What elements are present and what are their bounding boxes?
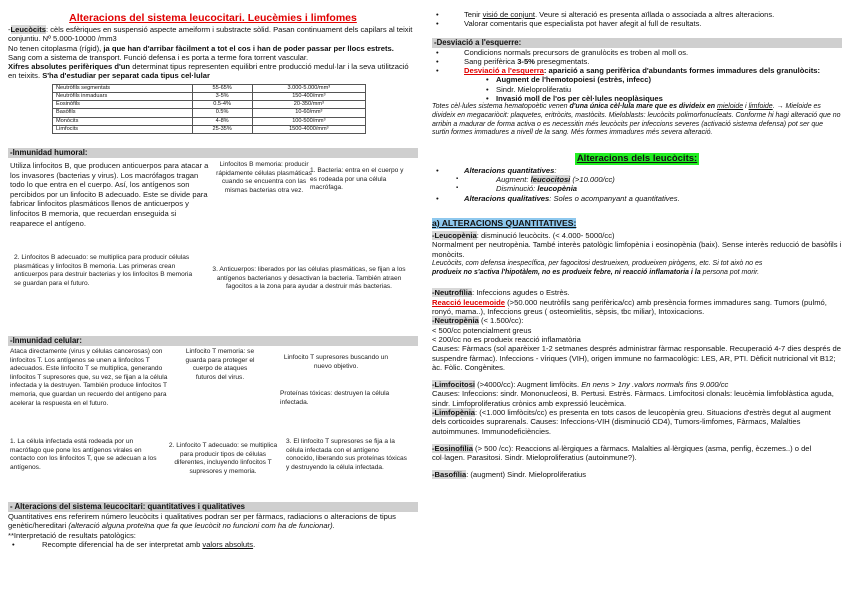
table-cell: 100-500/mm³ (252, 117, 365, 125)
table-cell: Neutròfils segmentats (53, 84, 193, 92)
cellular-step1: 1. La célula infectada está rodeada por un macrófago que pone los antígenos virales en contacto con los linfocitos T, que se adecuan a los antígenos. (10, 438, 157, 471)
left-shift-list (432, 48, 842, 104)
left-column (8, 0, 418, 549)
leucopenia-detail: Normalment per neutropènia. També interès patològic limfopènia i eosinopènia (baix). Sense interès reducció de basòfils i monòcits. (432, 240, 842, 259)
limfocitosi-causes: Causes: Infeccions: sindr. Mononucleosi, B. Pertusi. Estrès. Fàrmacs. Limfocitosi clonals: leucèmia limfoblàstica aguda, sindr. Limfoproliferatius crònics amb expressió leucèmica. (432, 389, 834, 408)
top-bullets (432, 10, 842, 29)
interpretation-label: **Interpretació de resultats patològics: (8, 530, 136, 540)
cellular-step2: 2. Linfocito T adecuado: se multiplica para producir tipos de células diferentes, incluyendo linfocitos T supresores y memoria. (168, 442, 278, 475)
left-shift-cause: • Sindr. Mieloproliferatiu (432, 85, 842, 94)
limfocitosi-line: -Limfocitosi (>4000/cc): Augment limfòcits. En nens > 1ny .valors normals fins 9.000/cc (432, 380, 729, 390)
table-cell: 4-8% (192, 117, 252, 125)
alterations-decrease: ▪ Disminució: leucopènia (432, 184, 842, 193)
left-shift-cause: • Augment de l'hemotopoiesi (estrès, infecc) (432, 75, 842, 84)
humoral-header: -Inmunidad humoral: (8, 148, 418, 158)
table-row (53, 125, 366, 133)
quant-qual-header: - Alteracions del sistema leucocitari: quantitatives i qualitatives (8, 502, 418, 512)
alterations-title: Alteracions dels leucòcits: (576, 152, 698, 164)
leucopenia-line: -Leucopènia: disminució leucòcits. (< 4.000- 5000/cc) (432, 230, 615, 240)
right-column (432, 0, 842, 480)
alterations-qualitative: • Alteracions qualitatives: Soles o acompanyant a quantitatives. (432, 194, 842, 203)
table-cell: 3.000-5.000/mm³ (252, 84, 365, 92)
leucemoide-line: Reacció leucemoide (>50.000 neutròfils sang perifèrica/cc) amb presència formes immadures sang. Tumors (pulmó, ronyó, mama..), Infeccions greus ( osteomielitis, sèpsis, tbc miliar), Intoxicacions. (432, 297, 827, 317)
leucopenia-note: Leucòcits, com defensa inespecífica, per fagocitosi destrueixen, produeixen pirògens, etc. Si tot això no es (432, 259, 763, 267)
hematopoiesis-note: Totes cèl·lules sistema hematopoètic venen d'una única cèl·lula mare que es divideix en mieloide i limfoide. → Mieloide es divideix en megacariòcit: plaquetes, eritròcits, mastòcits. Mieloblasts: leucòcits polimorfonucleats. Conforme hi hagi alteració que no arribin a madurar de forma activa o es necessitin més leucòcits per infeccions severes (activació sistema defensa) pot ser que surtin formes immadures a nivell de la sang. Més formes immadures més severa alteració. (432, 103, 841, 137)
neutropenia-severe: < 500/cc potencialment greus (432, 325, 532, 335)
leukocyte-table (52, 84, 366, 134)
left-shift-item: • Desviació a l'esquerra: aparició a sang perifèrica d'abundants formes immadures dels granulòcits: (432, 66, 842, 75)
overview-bullet: • Tenir visió de conjunt. Veure si alteració es presenta aïllada o associada a altres alteracions. (432, 10, 842, 19)
table-cell: 3-5% (192, 92, 252, 100)
quant-section-header: a) ALTERACIONS QUANTITATIVES: (432, 217, 577, 228)
neutrofilia-line: -Neutrofília: Infeccions agudes o Estrès. (432, 288, 570, 298)
neutropenia-line: -Neutropènia (< 1.500/cc): (432, 316, 524, 326)
left-shift-cause: • Invasió moll de l'os per cèl·lules neoplàsiques (432, 94, 842, 103)
cellular-header: -Inmunidad celular: (8, 336, 418, 346)
cellular-toxic-label: Proteínas tóxicas: destruyen la célula infectada. (280, 390, 390, 406)
cytoplasm-note: No tenen citoplasma (rígid), ja que han d'arribar fàcilment a tot el cos i han de poder passar per llocs estrets. (8, 43, 394, 53)
humoral-step2: 2. Linfocitos B adecuado: se multiplica para producir células plasmáticas y linfocitos B memoria. Las primeras crean anticuerpos para destruir bacterias y los linfocitos B memoria se guardan para el futuro. (14, 254, 193, 287)
table-cell: 25-35% (192, 125, 252, 133)
humoral-text: Utiliza linfocitos B, que producen anticuerpos para atacar a los invasores (bacterias y virus). Los macrófagos tragan todo lo que entra en el cuerpo. Así, los antígenos son percibidos por un linfocito B adecuado. Este se divide para fabricar linfocitos plasmáticos llenos de anticuerpos y linfocitos B memoria, que recuerdan enseguida si reaparece el antígeno. (10, 161, 209, 228)
quant-qual-text: Quantitatives ens referirem número leucòcits i qualitatives podran ser per fàrmacs, radiacions o alteracions de tipus genètic/hereditari (alteració alguna proteïna que fa que leucòcit no funcioni com ha de funcionar). (8, 512, 396, 531)
eosinofilia-line: -Eosinofília (> 500 /cc): Reaccions al·lèrgiques a fàrmacs. Malalties al·lèrgiques (asma, penfig, èczemes..) o del col·lagen. Parasitosi. Sindr. Mieloproliferatius (autoinmune?). (432, 443, 812, 463)
interpretation-item: • Recompte diferencial ha de ser interpretat amb valors absoluts. (8, 540, 418, 549)
left-shift-item: • Sang perifèrica 3-5% presegmentats. (432, 57, 842, 66)
table-row (53, 109, 366, 117)
cellular-step3: 3. El linfocito T supresores se fija a la célula infectada con el antígeno conocido, liberando sus proteínas tóxicas y destruyendo la célula infectada. (286, 438, 407, 471)
left-shift-item: • Condicions normals precursors de granulòcits es troben al moll os. (432, 48, 842, 57)
quant-section-wrap (432, 213, 842, 231)
table-cell: 55-65% (192, 84, 252, 92)
table-cell: 1500-4000/mm³ (252, 125, 365, 133)
transport-note: Sang com a sistema de transport. Funció defensa i es porta a terme fora torrent vascular. (8, 52, 309, 62)
absolute-values-note: Xifres absolutes perifèriques d'un determinat tipus representen equilibri entre producció medul·lar i la seva utilització en teixits. S'ha d'estudiar per separat cada tipus cel·lular (8, 62, 409, 81)
left-shift-header: -Desviació a l'esquerre: (432, 38, 842, 48)
table-cell: Limfocits (53, 125, 193, 133)
table-row (53, 117, 366, 125)
table-cell: 0.5% (192, 109, 252, 117)
alterations-quantitative: • Alteracions quantitatives: (432, 166, 842, 175)
interpretation-list (8, 540, 418, 549)
table-cell: Eosinòfils (53, 101, 193, 109)
table-row (53, 84, 366, 92)
table-cell: 10-60/mm³ (252, 109, 365, 117)
alterations-increase: ▪ Augment: leucocitosi (>10.000/cc) (432, 175, 842, 184)
humoral-step1: 1. Bacteria: entra en el cuerpo y es rodeada por una célula macrófaga. (310, 167, 404, 192)
limfopenia-line: -Limfopènia: (<1.000 limfòcits/cc) es presenta en tots casos de leucopènia greu. Situacions d'estrès degut al augment dels corticoides suprarenals. Causes: Infeccions-VIH (disminució CD4), Tumors-limfomes, Fàrmacs, Malalties autoimmunes. Immunodeficiències. (432, 407, 831, 436)
table-row (53, 92, 366, 100)
leucopenia-note-2: produeix no s'activa l'hipotàlem, no es produeix febre, ni reacció inflamatoria i la persona pot morir. (432, 269, 760, 277)
cellular-text: Ataca directamente (virus y células cancerosas) con linfocitos T. Los antígenos se unen a linfocitos T adecuados. Este linfocito T se multiplica, generando linfocitos T supresores que, su vez, se fijan a la célula infectada y la destruyen. También produce linfocitos T memoria, que guardan un recuerdo del antígeno para acelerar la respuesta en el futuro. (10, 348, 168, 407)
page-title: Alteracions del sistema leucocitari. Leucèmies i limfomes (69, 12, 357, 24)
humoral-step3: 3. Anticuerpos: liberados por las células plasmáticas, se fijan a los antígenos bacterianos y desactivan la bacteria. También atraen fagocitos a la zona para ayudar a destruir más bacterias. (212, 266, 406, 291)
specialist-bullet: • Valorar comentaris que especialista pot haver afegit al full de resultats. (432, 19, 842, 28)
neutropenia-very-severe: < 200/cc no es produeix reacció inflamatòria (432, 334, 581, 344)
neutropenia-causes: Causes: Fàrmacs (sol aparèixer 1-2 setmanes després administrar fàrmac responsable. Recuperació 4-7 dies després de suspendre fàrmac). Infeccions - víriques (VIH), origen immune no farmacològic: LES, AR, PTI. Dèficit nutricional vit B12; àc. Fòlic. Congènites. (432, 344, 841, 372)
table-cell: 150-400/mm³ (252, 92, 365, 100)
cellular-memory-label: Linfocito T memoria: se guarda para proteger el cuerpo de ataques futuros del virus. (185, 348, 255, 381)
humoral-figure (8, 158, 418, 336)
cellular-suppressor-label: Linfocito T supresores buscando un nuevo objetivo. (283, 354, 389, 370)
alterations-list (432, 166, 842, 203)
table-cell: Basòfils (53, 109, 193, 117)
cellular-figure (8, 346, 418, 500)
basofilia-line: -Basofília: (augment) Sindr. Mieloproliferatius (432, 470, 587, 480)
table-cell: 20-350/mm³ (252, 101, 365, 109)
table-cell: Neutròfils inmaduars (53, 92, 193, 100)
humoral-memory-label: Linfocitos B memoria: producir rápidamente células plasmáticas cuando se encuentra con las mismas bacterias otra vez. (216, 161, 312, 194)
leucocits-definition: -Leucòcits: cèls esfèriques en suspensió aspecte ameiform i substracte sòlid. Pasan continuament dels capilars al teixit conjuntiu. Nº 5.000-10000 /mm3 (8, 25, 413, 44)
table-cell: 0.5-4% (192, 101, 252, 109)
alterations-title-wrap (432, 148, 842, 166)
table-cell: Monòcits (53, 117, 193, 125)
table-row (53, 101, 366, 109)
